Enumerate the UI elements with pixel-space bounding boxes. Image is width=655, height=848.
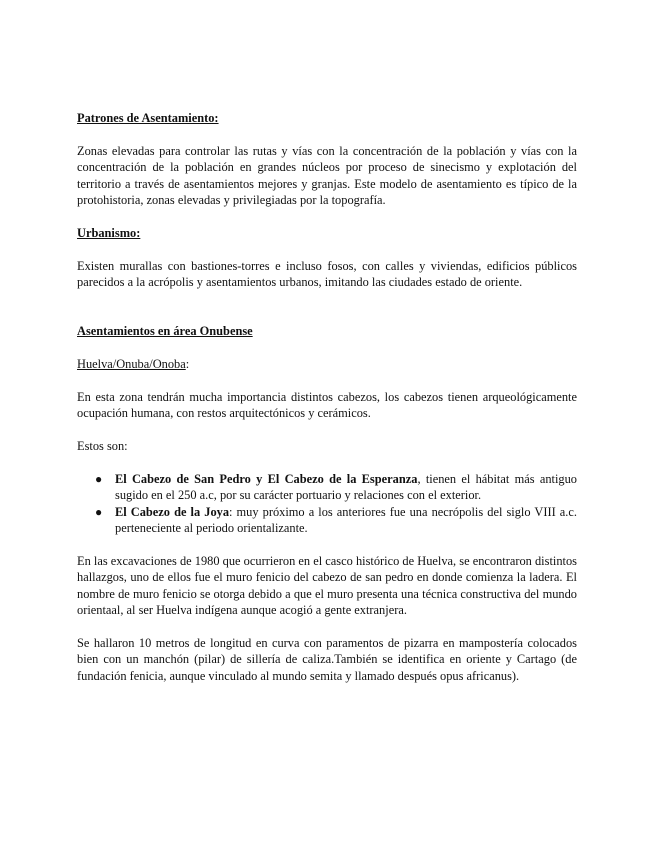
list-label: Estos son:	[77, 439, 128, 454]
cabezos-list	[77, 471, 577, 537]
list-item-text: , tienen el hábitat más antiguo sugido en el 250 a.c, por su carácter portuario y relaciones con el exterior.	[115, 471, 577, 503]
list-item-term: El Cabezo de San Pedro y El Cabezo de la Esperanza	[115, 471, 418, 486]
heading-urbanismo: Urbanismo:	[77, 225, 141, 240]
paragraph-urbanismo: Existen murallas con bastiones-torres e incluso fosos, con calles y viviendas, edificios públicos parecidos a la acrópolis y asentamientos urbanos, imitando las ciudades estado de oriente.	[77, 258, 577, 290]
heading-patrones-asentamiento: Patrones de Asentamiento:	[77, 111, 219, 125]
list-item-term: El Cabezo de la Joya	[115, 504, 230, 519]
heading-asentamientos-onubense: Asentamientos en área Onubense	[77, 324, 253, 339]
list-item-text: : muy próximo a los anteriores fue una necrópolis del siglo VIII a.c. perteneciente al periodo orientalizante.	[115, 504, 577, 536]
list-item	[77, 504, 577, 537]
paragraph-patrones: Zonas elevadas para controlar las rutas y vías con la concentración de la población y vías con la concentración de la población en grandes núcleos por proceso de sinecismo y explotación del territorio a través de asentamientos mejores y granjas. Este modelo de asentamiento es típico de la protohistoria, zonas elevadas y privilegiadas por la topografía.	[77, 143, 577, 208]
paragraph-excavaciones: En las excavaciones de 1980 que ocurrieron en el casco histórico de Huelva, se encontraron distintos hallazgos, uno de ellos fue el muro fenicio del cabezo de san pedro en donde comienza la ladera. El nombre de muro fenicio se otorga debido a que el muro presenta una técnica constructiva del mundo orientaal, al ser Huelva indígena aunque acogió a gente extranjera.	[77, 553, 577, 618]
paragraph-hallazgos: Se hallaron 10 metros de longitud en curva con paramentos de pizarra en mampostería colocados bien con un manchón (pilar) de sillería de caliza.También se identifica en oriente y Cartago (de fundación fenicia, aunque vinculado al mundo semita y llamado después opus africanus).	[77, 635, 577, 683]
subheading-line	[77, 356, 577, 372]
paragraph-intro-cabezos: En esta zona tendrán mucha importancia distintos cabezos, los cabezos tienen arqueológicamente ocupación humana, con restos arquitectónicos y cerámicos.	[77, 389, 577, 421]
bullet-icon: ●	[95, 504, 103, 519]
list-item	[77, 471, 577, 504]
subheading-huelva: Huelva/Onuba/Onoba	[77, 357, 186, 372]
subheading-colon: :	[185, 357, 190, 372]
document-content	[77, 110, 577, 684]
bullet-icon: ●	[95, 471, 103, 486]
